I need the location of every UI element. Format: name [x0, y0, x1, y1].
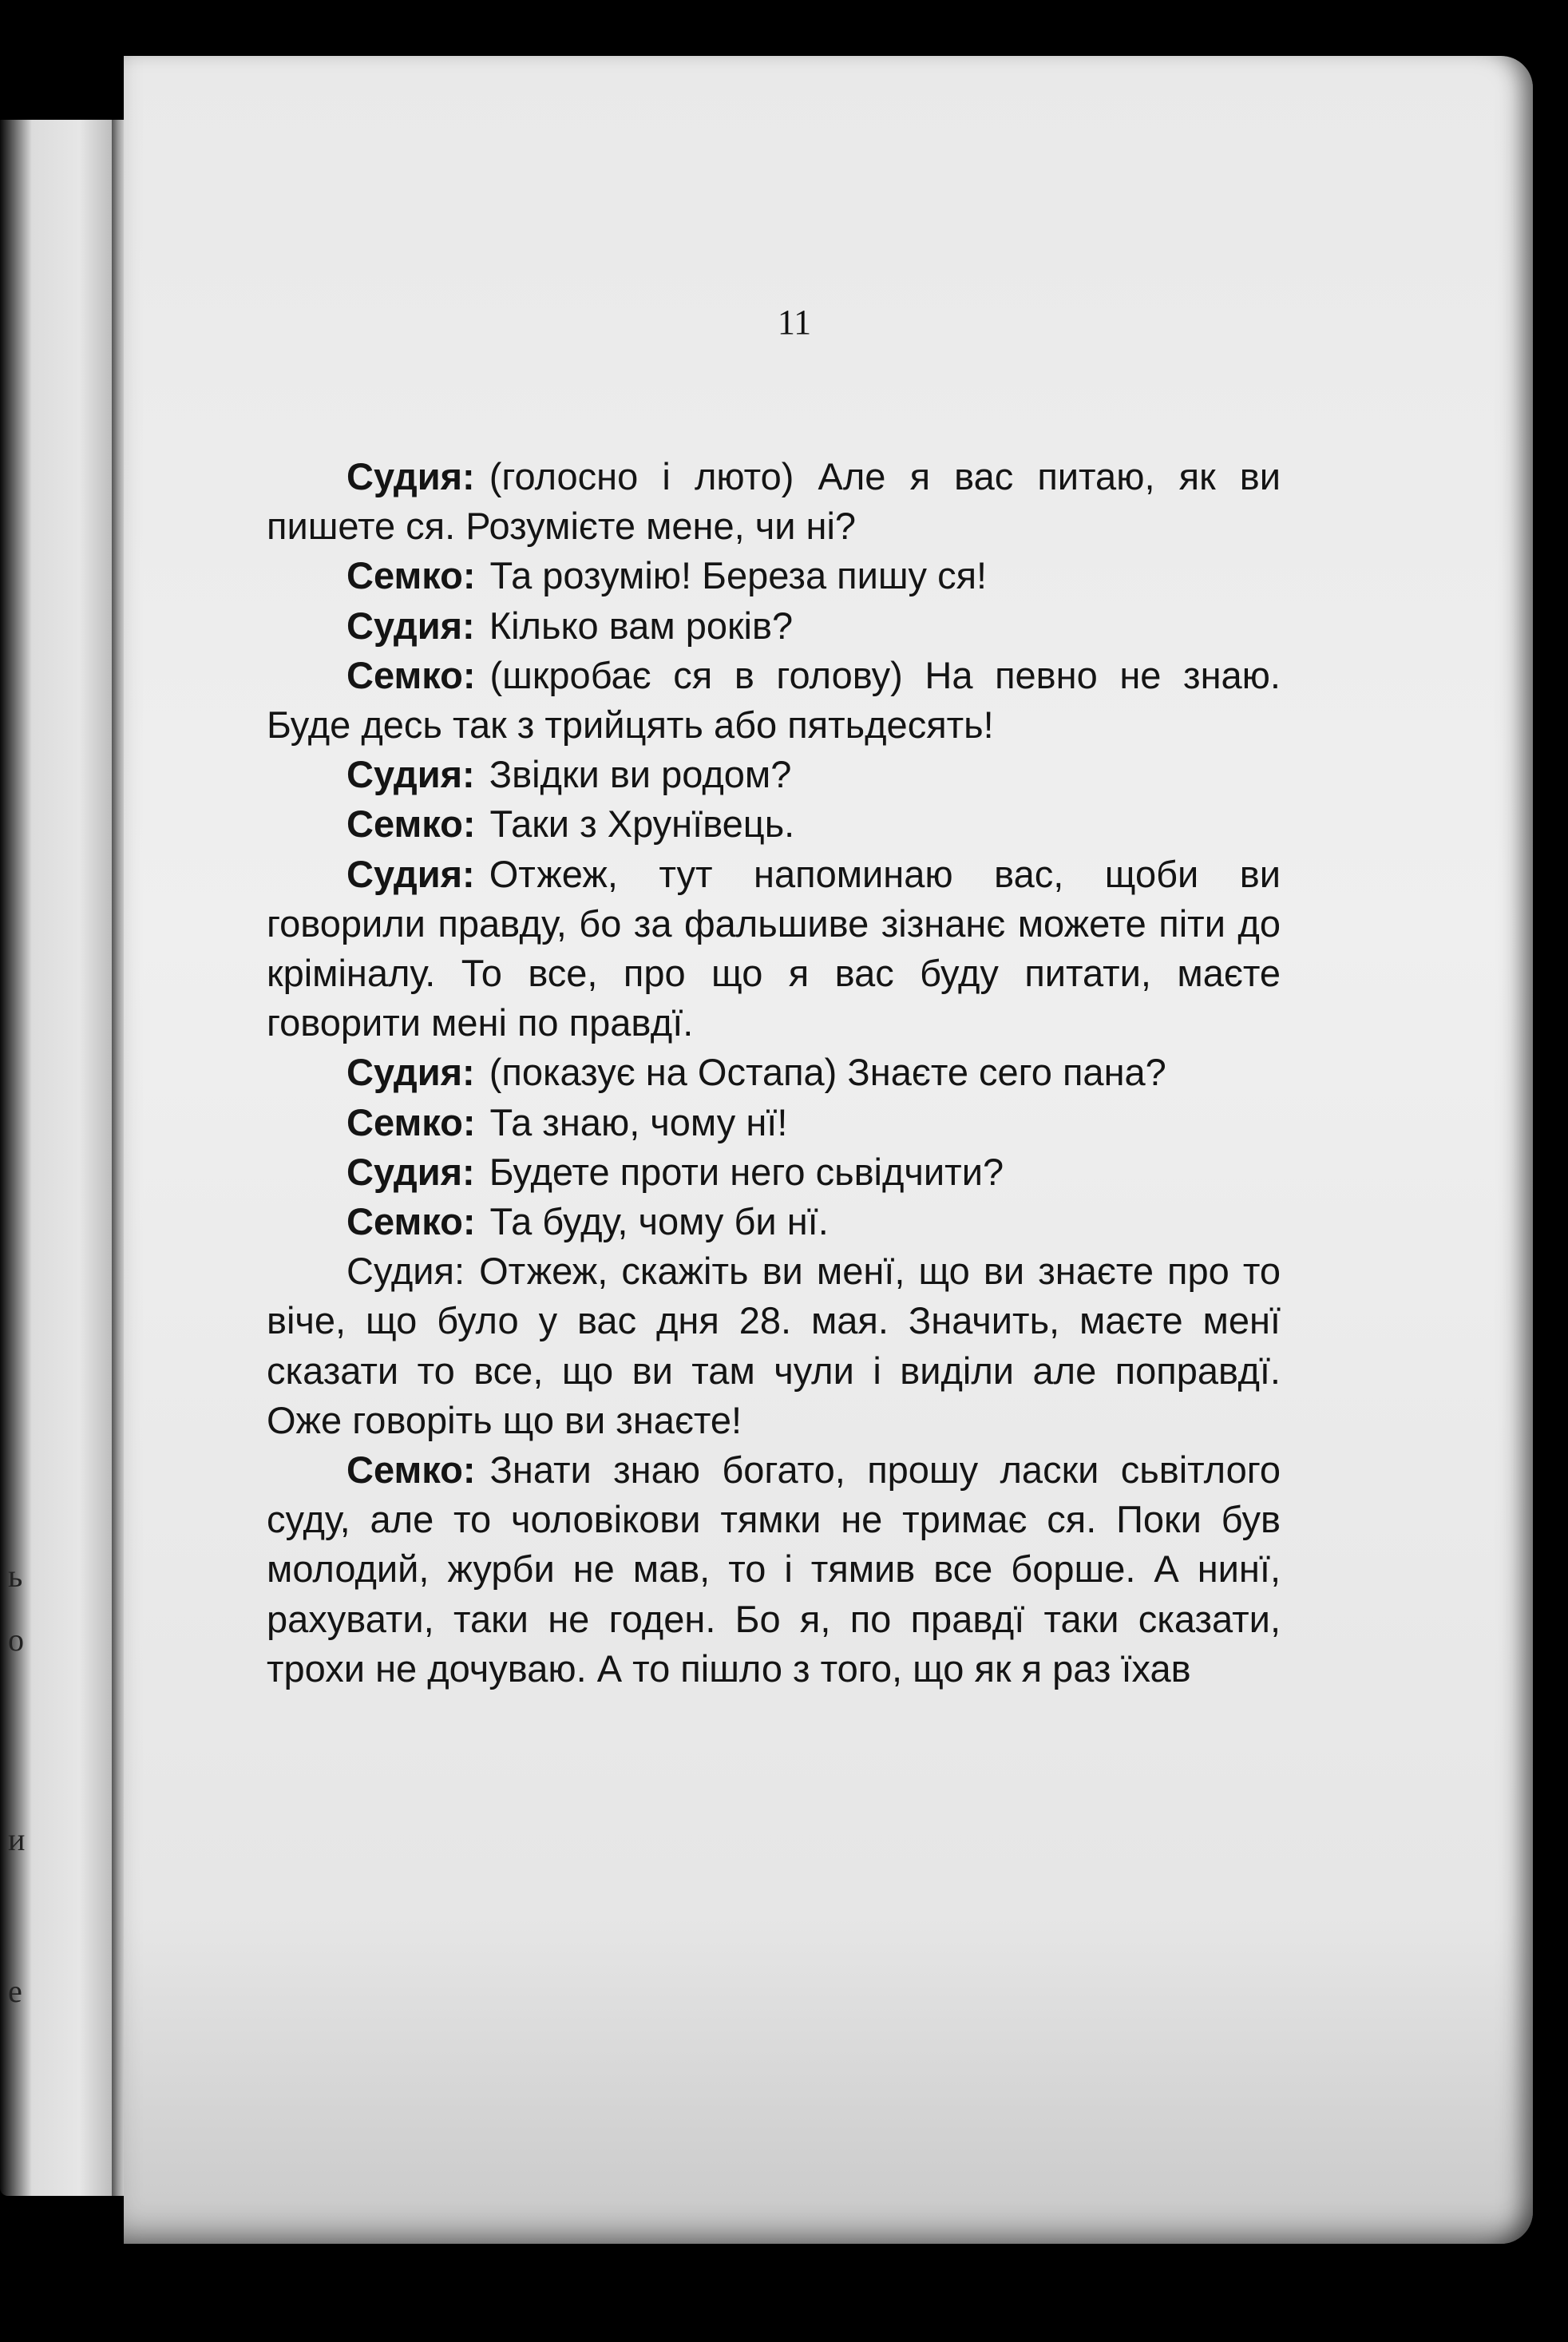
- left-page-fragment: о: [8, 1622, 24, 1658]
- dialogue-line: [267, 601, 1281, 651]
- left-page-fragment: и: [8, 1821, 26, 1857]
- left-page-fragment: ь: [8, 1558, 23, 1594]
- line-text: Та знаю, чому нї!: [489, 1100, 788, 1143]
- speaker-name: Судия:: [346, 455, 475, 497]
- speaker-name: Судия:: [346, 1250, 465, 1293]
- line-text: Отжеж, тут напоминаю вас, щоби ви говорили правду, бо за фальшиве зізнанє можете піти до кріміналу. То все, про що я вас буду питати, маєте говорити мені по правдї.: [267, 852, 1281, 1044]
- dialogue-line: [267, 1147, 1281, 1197]
- line-text: (показує на Остапа) Знаєте сего пана?: [489, 1051, 1166, 1094]
- speaker-name: Семко:: [346, 653, 476, 696]
- dialogue-line: [267, 1098, 1281, 1147]
- speaker-name: Семко:: [346, 1200, 476, 1243]
- left-page-fragment: е: [8, 1973, 22, 2009]
- speaker-name: Судия:: [346, 1150, 475, 1193]
- dialogue-text: [267, 452, 1281, 1694]
- line-text: Знати знаю богато, прошу ласки сьвітлого суду, але то чоловікови тямки не тримає ся. Поки був молодий, журби не мав, то і тямив все борше. А нинї, рахувати, таки не годен. Бо я, по правдї таки сказати, трохи не дочуваю. А то пішло з того, що як я раз їхав: [267, 1448, 1281, 1690]
- page-number: 11: [777, 303, 812, 342]
- line-text: (шкробає ся в голову) На певно не знаю. Буде десь так з трийцять або пятьдесять!: [267, 653, 1281, 747]
- dialogue-line: [267, 1445, 1281, 1694]
- line-text: Кілько вам років?: [489, 604, 794, 647]
- speaker-name: Судия:: [346, 753, 475, 796]
- line-text: Будете проти него сьвідчити?: [489, 1150, 1004, 1193]
- dialogue-line: [267, 1246, 1281, 1445]
- speaker-name: Семко:: [346, 1100, 476, 1143]
- previous-page-edge: [0, 120, 113, 2196]
- dialogue-line: [267, 452, 1281, 551]
- speaker-name: Семко:: [346, 802, 476, 846]
- speaker-name: Судия:: [346, 852, 475, 895]
- speaker-name: Судия:: [346, 604, 475, 647]
- dialogue-line: [267, 850, 1281, 1048]
- dialogue-line: [267, 1197, 1281, 1246]
- dialogue-line: [267, 651, 1281, 750]
- line-text: Отжеж, скажіть ви менї, що ви знаєте про то віче, що було у вас дня 28. мая. Значить, маєте менї сказати то все, що ви там чули і виділи але поправдї. Оже говоріть що ви знаєте!: [267, 1250, 1281, 1441]
- dialogue-line: [267, 750, 1281, 799]
- speaker-name: Судия:: [346, 1051, 475, 1094]
- speaker-name: Семко:: [346, 1448, 476, 1492]
- dialogue-line: [267, 799, 1281, 849]
- line-text: Та буду, чому би нї.: [489, 1200, 829, 1243]
- book-gutter: [112, 120, 125, 2196]
- line-text: Та розумію! Береза пишу ся!: [489, 554, 988, 597]
- speaker-name: Семко:: [346, 554, 476, 597]
- line-text: Таки з Хрунївець.: [489, 802, 795, 846]
- line-text: (голосно і люто) Але я вас питаю, як ви пишете ся. Розумієте мене, чи ні?: [267, 455, 1281, 548]
- dialogue-line: [267, 551, 1281, 600]
- dialogue-line: [267, 1048, 1281, 1097]
- line-text: Звідки ви родом?: [489, 753, 792, 796]
